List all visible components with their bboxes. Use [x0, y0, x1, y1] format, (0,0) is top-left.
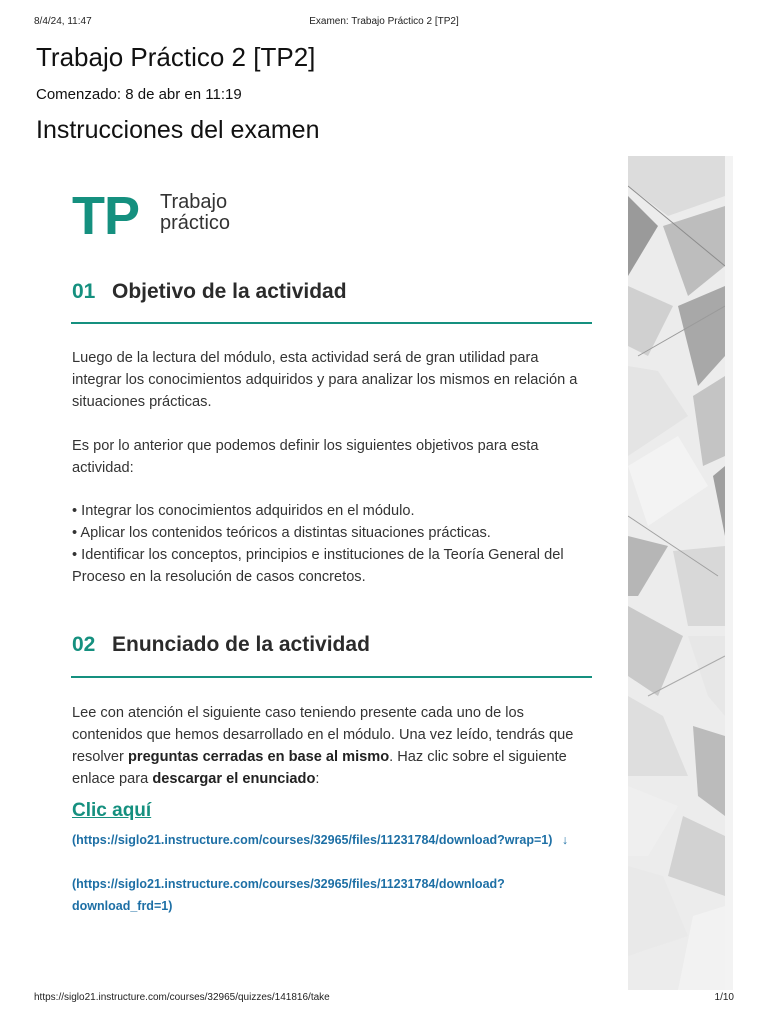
section-heading-enunciado	[72, 630, 370, 660]
download-icon[interactable]: ↓	[561, 833, 569, 847]
tp-logo-abbr: TP	[72, 186, 140, 246]
statement-paragraph	[72, 702, 592, 790]
objective-intro: Es por lo anterior que podemos definir los siguientes objetivos para esta actividad:	[72, 438, 539, 476]
link-url-text[interactable]: (https://siglo21.instructure.com/courses/32965/files/11231784/download?download_frd=1)	[72, 877, 505, 913]
print-page-count: 1/10	[714, 992, 734, 1003]
statement-bold-text: preguntas cerradas en base al mismo	[127, 749, 390, 765]
list-item: • Aplicar los contenidos teóricos a distintas situaciones prácticas.	[72, 525, 491, 541]
tp-logo-text	[160, 192, 230, 234]
section-divider	[71, 676, 592, 678]
tp-logo-line1: Trabajo	[160, 191, 228, 213]
list-item: • Identificar los conceptos, principios e instituciones de la Teoría General del Proceso en la resolución de casos concretos.	[72, 547, 564, 585]
objective-paragraph: Luego de la lectura del módulo, esta actividad será de gran utilidad para integrar los conocimientos adquiridos y para analizar los mismos en relación a situaciones prácticas.	[72, 350, 578, 410]
print-header	[34, 16, 734, 30]
decorative-architecture-image	[628, 156, 725, 990]
section-divider	[71, 322, 592, 324]
download-link-url-wrap[interactable]	[72, 829, 592, 851]
card-scroll-edge	[725, 156, 733, 990]
download-link-url-direct[interactable]	[72, 873, 592, 917]
link-url-text[interactable]: (https://siglo21.instructure.com/courses/32965/files/11231784/download?wrap=1)	[72, 833, 553, 847]
statement-text: :	[315, 771, 320, 787]
list-item: • Integrar los conocimientos adquiridos en el módulo.	[72, 503, 415, 519]
section-title: Objetivo de la actividad	[112, 280, 347, 303]
download-link[interactable]: Clic aquí	[72, 800, 152, 821]
section-title: Enunciado de la actividad	[112, 633, 370, 656]
section-number: 02	[72, 633, 96, 656]
print-url: https://siglo21.instructure.com/courses/32965/quizzes/141816/take	[34, 992, 330, 1003]
statement-text: Lee con atención el siguiente caso teniendo presente cada uno de los contenidos que hemos desarrollado en el módulo. Una vez leído, tendrás que resolver	[72, 705, 574, 765]
started-timestamp: Comenzado: 8 de abr en 11:19	[36, 86, 242, 103]
print-doc-title: Examen: Trabajo Práctico 2 [TP2]	[309, 16, 459, 27]
statement-text: . Haz clic sobre el siguiente enlace para	[72, 749, 567, 787]
section-number: 01	[72, 280, 96, 303]
print-datetime: 8/4/24, 11:47	[34, 16, 92, 27]
statement-bold-text: descargar el enunciado	[152, 771, 316, 787]
print-footer	[34, 992, 734, 1006]
section-heading-objetivo	[72, 277, 347, 307]
page-title: Trabajo Práctico 2 [TP2]	[36, 42, 316, 72]
tp-logo-line2: práctico	[160, 212, 231, 234]
objective-list	[72, 500, 592, 588]
instructions-heading: Instrucciones del examen	[36, 116, 320, 144]
